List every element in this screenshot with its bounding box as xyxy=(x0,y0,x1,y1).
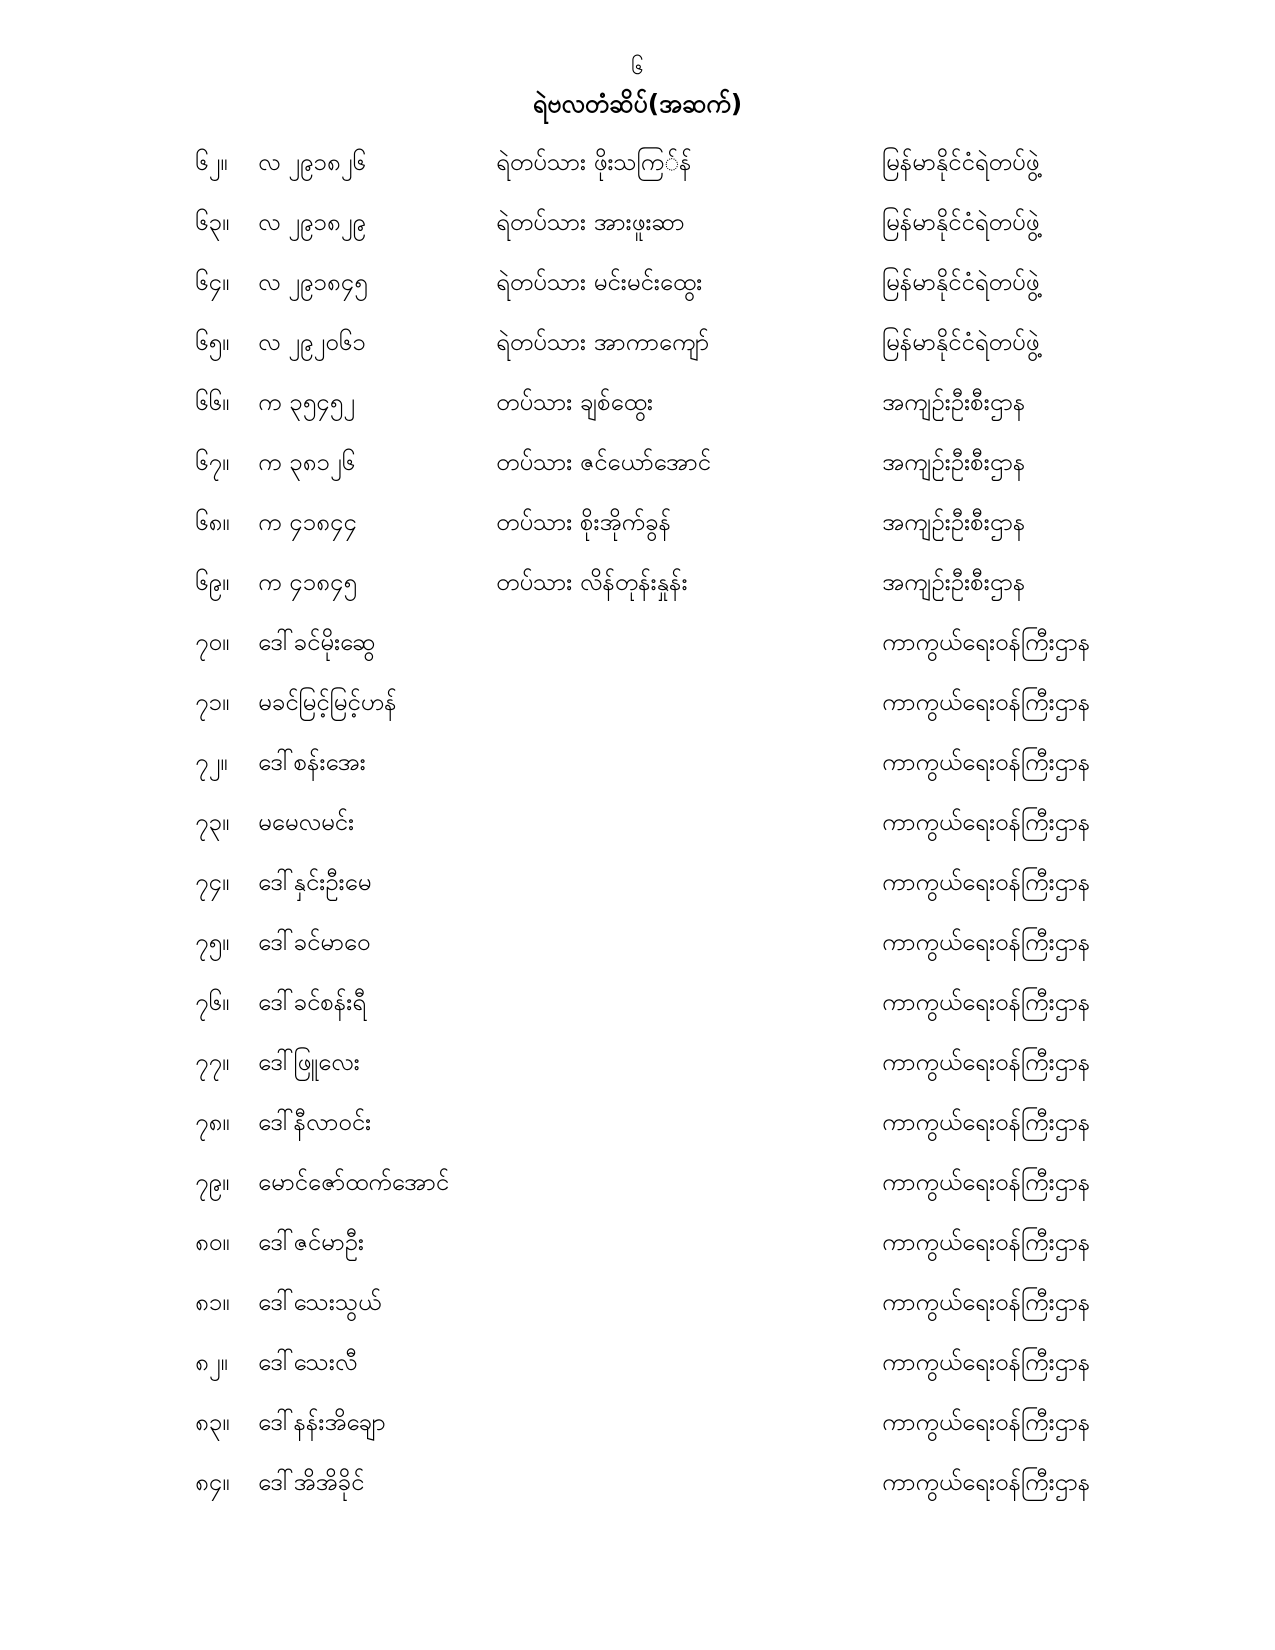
row-name: ရဲတပ်သား အားဖူးဆာ xyxy=(496,208,685,236)
list-item xyxy=(0,196,1275,256)
row-number: ၇၇။ xyxy=(195,1048,230,1076)
row-number: ၇၆။ xyxy=(195,988,230,1016)
row-organization: ကာကွယ်ရေးဝန်ကြီးဌာန xyxy=(882,628,1091,656)
list-item xyxy=(0,1096,1275,1156)
row-person-name: ဒေါ်ခင်မိုးဆွေ xyxy=(258,628,376,656)
row-name: တပ်သား ချစ်ထွေး xyxy=(496,388,653,416)
list-item xyxy=(0,1396,1275,1456)
list-item xyxy=(0,376,1275,436)
row-organization: အကျဉ်းဦးစီးဌာန xyxy=(882,388,1026,416)
row-id: လ ၂၉၂၀၆၁ xyxy=(258,328,366,356)
row-person-name: ဒေါ်နှင်းဦးမေ xyxy=(258,868,372,896)
row-organization: ကာကွယ်ရေးဝန်ကြီးဌာန xyxy=(882,1048,1091,1076)
row-number: ၆၂။ xyxy=(195,148,228,176)
row-person-name: ဒေါ်သေးသွယ် xyxy=(258,1288,382,1316)
row-organization: ကာကွယ်ရေးဝန်ကြီးဌာန xyxy=(882,808,1091,836)
award-list xyxy=(0,136,1275,1516)
row-organization: မြန်မာနိုင်ငံရဲတပ်ဖွဲ့ xyxy=(882,268,1040,296)
list-item xyxy=(0,556,1275,616)
row-id: လ ၂၉၁၈၂၆ xyxy=(258,148,366,176)
row-organization: အကျဉ်းဦးစီးဌာန xyxy=(882,508,1026,536)
row-organization: ကာကွယ်ရေးဝန်ကြီးဌာန xyxy=(882,928,1091,956)
row-organization: မြန်မာနိုင်ငံရဲတပ်ဖွဲ့ xyxy=(882,208,1040,236)
row-organization: အကျဉ်းဦးစီးဌာန xyxy=(882,448,1026,476)
list-item xyxy=(0,616,1275,676)
list-item xyxy=(0,976,1275,1036)
row-number: ၈၁။ xyxy=(195,1288,230,1316)
row-number: ၆၉။ xyxy=(195,568,230,596)
row-number: ၈၂။ xyxy=(195,1348,228,1376)
row-number: ၇၂။ xyxy=(195,748,228,776)
row-number: ၇၄။ xyxy=(195,868,230,896)
row-person-name: မမေလမင်း xyxy=(258,808,355,836)
row-organization: ကာကွယ်ရေးဝန်ကြီးဌာန xyxy=(882,1108,1091,1136)
list-item xyxy=(0,1216,1275,1276)
row-person-name: ဒေါ်ဖြူလေး xyxy=(258,1048,360,1076)
list-item xyxy=(0,676,1275,736)
list-item xyxy=(0,916,1275,976)
row-organization: ကာကွယ်ရေးဝန်ကြီးဌာန xyxy=(882,988,1091,1016)
list-item xyxy=(0,856,1275,916)
row-number: ၈၄။ xyxy=(195,1468,230,1496)
list-item xyxy=(0,1156,1275,1216)
row-number: ၇၈။ xyxy=(195,1108,230,1136)
row-name: ရဲတပ်သား အာကာကျော် xyxy=(496,328,710,356)
row-number: ၇၃။ xyxy=(195,808,230,836)
row-name: တပ်သား ဇင်ယော်အောင် xyxy=(496,448,711,476)
row-person-name: ဒေါ်ခင်စန်းရီ xyxy=(258,988,367,1016)
list-item xyxy=(0,796,1275,856)
row-number: ၇၁။ xyxy=(195,688,230,716)
list-item xyxy=(0,1276,1275,1336)
row-number: ၇၅။ xyxy=(195,928,230,956)
list-item xyxy=(0,256,1275,316)
row-id: လ ၂၉၁၈၄၅ xyxy=(258,268,368,296)
row-person-name: ဒေါ်အိအိခိုင် xyxy=(258,1468,365,1496)
page-title: ရဲဗလတံဆိပ်(အဆက်) xyxy=(532,89,743,118)
row-id: က ၄၁၈၄၄ xyxy=(258,508,357,536)
row-number: ၆၇။ xyxy=(195,448,230,476)
row-organization: ကာကွယ်ရေးဝန်ကြီးဌာန xyxy=(882,1288,1091,1316)
list-item xyxy=(0,316,1275,376)
list-item xyxy=(0,136,1275,196)
row-number: ၆၃။ xyxy=(195,208,230,236)
row-number: ၈၃။ xyxy=(195,1408,230,1436)
row-organization: မြန်မာနိုင်ငံရဲတပ်ဖွဲ့ xyxy=(882,328,1040,356)
row-organization: ကာကွယ်ရေးဝန်ကြီးဌာန xyxy=(882,748,1091,776)
row-number: ၇၉။ xyxy=(195,1168,230,1196)
row-id: က ၃၈၁၂၆ xyxy=(258,448,356,476)
row-person-name: ဒေါ်နီလာဝင်း xyxy=(258,1108,372,1136)
row-name: တပ်သား စိုးအိုက်ခွန် xyxy=(496,508,671,536)
row-number: ၆၅။ xyxy=(195,328,230,356)
row-person-name: ဒေါ်စန်းအေး xyxy=(258,748,366,776)
row-organization: မြန်မာနိုင်ငံရဲတပ်ဖွဲ့ xyxy=(882,148,1040,176)
row-organization: အကျဉ်းဦးစီးဌာန xyxy=(882,568,1026,596)
row-organization: ကာကွယ်ရေးဝန်ကြီးဌာန xyxy=(882,688,1091,716)
row-person-name: ဒေါ်နန်းအိချော xyxy=(258,1408,386,1436)
page-number: ၆ xyxy=(631,55,644,80)
list-item xyxy=(0,496,1275,556)
row-organization: ကာကွယ်ရေးဝန်ကြီးဌာန xyxy=(882,1468,1091,1496)
list-item xyxy=(0,436,1275,496)
row-person-name: ဒေါ်ဇင်မာဦး xyxy=(258,1228,365,1256)
list-item xyxy=(0,1036,1275,1096)
row-person-name: မခင်မြင့်မြင့်ဟန် xyxy=(258,688,397,716)
row-number: ၆၄။ xyxy=(195,268,230,296)
row-name: ရဲတပ်သား ဖိုးသကြ်န် xyxy=(496,148,692,176)
row-person-name: ဒေါ်ခင်မာဝေ xyxy=(258,928,371,956)
row-number: ၆၈။ xyxy=(195,508,230,536)
row-organization: ကာကွယ်ရေးဝန်ကြီးဌာန xyxy=(882,868,1091,896)
list-item xyxy=(0,1336,1275,1396)
row-number: ၆၆။ xyxy=(195,388,230,416)
row-organization: ကာကွယ်ရေးဝန်ကြီးဌာန xyxy=(882,1348,1091,1376)
row-number: ၇၀။ xyxy=(195,628,230,656)
row-person-name: ဒေါ်သေးလီ xyxy=(258,1348,358,1376)
row-organization: ကာကွယ်ရေးဝန်ကြီးဌာန xyxy=(882,1228,1091,1256)
row-name: ရဲတပ်သား မင်းမင်းထွေး xyxy=(496,268,703,296)
list-item xyxy=(0,736,1275,796)
row-number: ၈၀။ xyxy=(195,1228,230,1256)
row-organization: ကာကွယ်ရေးဝန်ကြီးဌာန xyxy=(882,1408,1091,1436)
row-id: က ၄၁၈၄၅ xyxy=(258,568,357,596)
row-id: လ ၂၉၁၈၂၉ xyxy=(258,208,366,236)
row-person-name: မောင်ဇော်ထက်အောင် xyxy=(258,1168,450,1196)
list-item xyxy=(0,1456,1275,1516)
row-organization: ကာကွယ်ရေးဝန်ကြီးဌာန xyxy=(882,1168,1091,1196)
row-name: တပ်သား လိန်တုန်းနှုန်း xyxy=(496,568,688,596)
row-id: က ၃၅၄၅၂ xyxy=(258,388,355,416)
